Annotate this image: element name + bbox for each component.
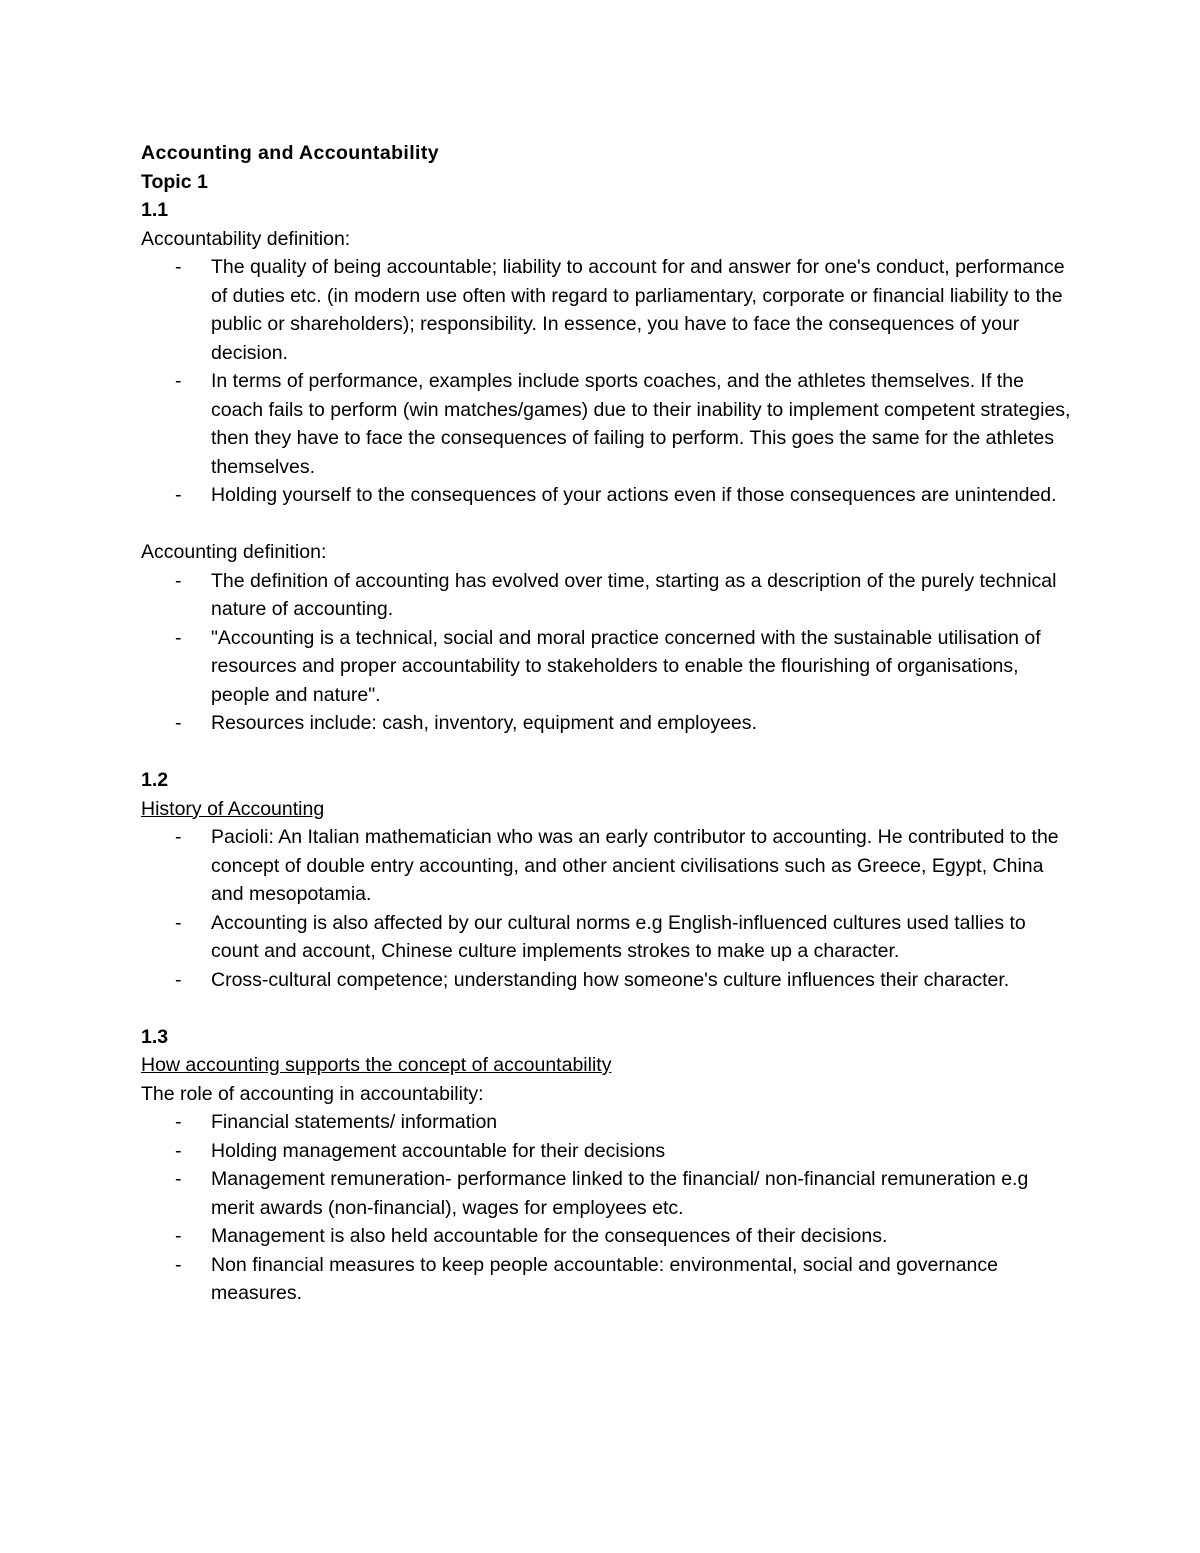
bullet-dash: - [175, 1225, 182, 1247]
list-item [141, 1222, 1071, 1251]
list-item [141, 1108, 1071, 1137]
accountability-list [141, 253, 1071, 510]
accountability-definition-heading: Accountability definition: [141, 227, 351, 250]
bullet-dash: - [175, 256, 182, 278]
list-item-text: Pacioli: An Italian mathematician who was an early contributor to accounting. He contributed to the concept of double entry accounting, and other ancient civilisations such as Greece, Egypt, China and mesopotamia. [211, 826, 1059, 905]
list-item-text: Non financial measures to keep people accountable: environmental, social and governance measures. [211, 1253, 998, 1304]
list-item [141, 709, 1071, 738]
bullet-dash: - [175, 1139, 182, 1162]
list-item [141, 1137, 1071, 1166]
list-item-text: Holding management accountable for their decisions [211, 1139, 666, 1162]
history-heading: History of Accounting [141, 797, 325, 820]
list-item [141, 966, 1071, 995]
list-item-text: Cross-cultural competence; understanding how someone's culture influences their character. [211, 968, 1010, 991]
list-item [141, 253, 1071, 367]
bullet-dash: - [175, 569, 182, 592]
section-1-2-number: 1.2 [141, 769, 169, 791]
accounting-list [141, 567, 1071, 738]
list-item-text: Management remuneration- performance linked to the financial/ non-financial remuneration e.g merit awards (non-financial), wages for employees etc. [211, 1168, 1029, 1219]
list-item [141, 909, 1071, 966]
list-item-text: "Accounting is a technical, social and moral practice concerned with the sustainable utilisation of resources and proper accountability to stakeholders to enable the flourishing of organisations, people and nature". [211, 626, 1041, 706]
section-1-3-number: 1.3 [141, 1025, 169, 1048]
role-list [141, 1108, 1071, 1308]
bullet-dash: - [175, 1168, 182, 1190]
spacer [141, 510, 1071, 539]
spacer [141, 738, 1071, 767]
list-item-text: In terms of performance, examples include sports coaches, and the athletes themselves. If the coach fails to perform (win matches/games) due to their inability to implement competent strategies, then they have to face the consequences of failing to perform. This goes the same for the athletes themselves. [211, 370, 1071, 478]
list-item [141, 624, 1071, 710]
topic-heading: Topic 1 [141, 170, 208, 193]
list-item [141, 1251, 1071, 1308]
bullet-dash: - [175, 484, 182, 506]
list-item-text: The quality of being accountable; liability to account for and answer for one's conduct, performance of duties etc. (in modern use often with regard to parliamentary, corporate or financial liability to the public or shareholders); responsibility. In essence, you have to face the consequences of your decision. [211, 256, 1065, 364]
bullet-dash: - [175, 712, 182, 734]
spacer [141, 994, 1071, 1023]
accounting-supports-heading: How accounting supports the concept of accountability [141, 1054, 612, 1076]
bullet-dash: - [175, 911, 182, 934]
list-item-text: Holding yourself to the consequences of your actions even if those consequences are unintended. [211, 484, 1057, 506]
document-page [141, 139, 1071, 1308]
bullet-dash: - [175, 826, 182, 848]
list-item-text: The definition of accounting has evolved over time, starting as a description of the purely technical nature of accounting. [211, 569, 1057, 620]
role-of-accounting-heading: The role of accounting in accountability: [141, 1082, 484, 1105]
bullet-dash: - [175, 1111, 182, 1133]
bullet-dash: - [175, 370, 182, 392]
section-1-1-number: 1.1 [141, 199, 169, 221]
document-title: Accounting and Accountability [141, 142, 439, 164]
list-item-text: Accounting is also affected by our cultural norms e.g English-influenced cultures used tallies to count and account, Chinese culture implements strokes to make up a character. [211, 911, 1026, 962]
accounting-definition-heading: Accounting definition: [141, 541, 327, 563]
list-item-text: Management is also held accountable for the consequences of their decisions. [211, 1225, 888, 1247]
history-list [141, 823, 1071, 994]
list-item [141, 367, 1071, 481]
list-item [141, 1165, 1071, 1222]
bullet-dash: - [175, 1253, 182, 1276]
list-item-text: Resources include: cash, inventory, equipment and employees. [211, 712, 757, 734]
bullet-dash: - [175, 968, 182, 991]
list-item [141, 567, 1071, 624]
list-item-text: Financial statements/ information [211, 1111, 498, 1133]
list-item [141, 823, 1071, 909]
bullet-dash: - [175, 626, 182, 649]
list-item [141, 481, 1071, 510]
